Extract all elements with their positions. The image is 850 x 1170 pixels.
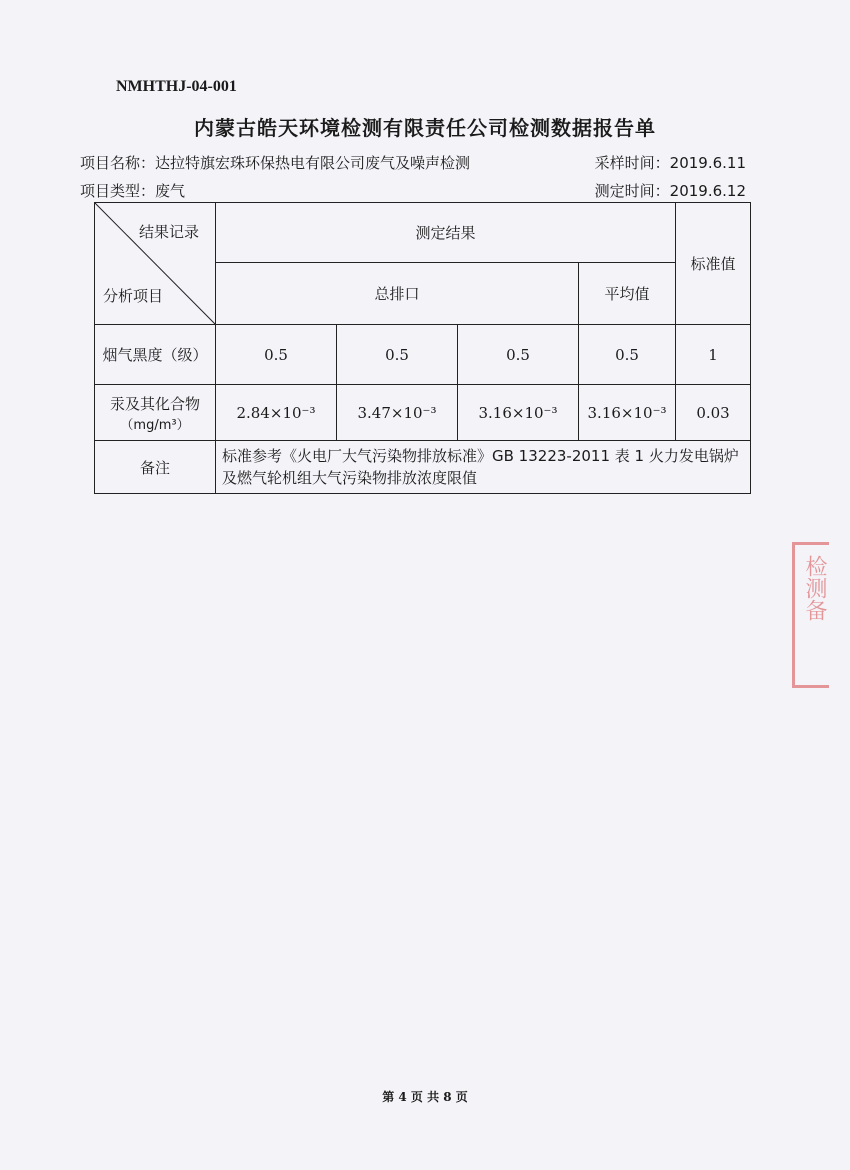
- table-row: [95, 325, 751, 385]
- test-time-field: [595, 180, 746, 201]
- page-footer: 第 4 页 共 8 页: [382, 1090, 468, 1104]
- row-value: 0.5: [216, 325, 337, 385]
- row-value: 2.84×10⁻³: [216, 385, 337, 441]
- meta-row-type: [80, 180, 746, 201]
- row-standard: 0.03: [676, 385, 751, 441]
- standard-header: 标准值: [676, 203, 751, 325]
- stamp-text: 检测备: [802, 555, 827, 621]
- row-standard: 1: [676, 325, 751, 385]
- row-item-cell: [95, 385, 216, 441]
- project-name-field: [80, 152, 470, 173]
- row-average: 3.16×10⁻³: [579, 385, 676, 441]
- row-item: 汞及其化合物: [109, 394, 200, 413]
- sampling-time-value: 2019.6.11: [669, 154, 746, 172]
- row-value: 3.47×10⁻³: [337, 385, 458, 441]
- outlet-header: 总排口: [216, 263, 579, 325]
- row-item: 烟气黑度（级）: [95, 325, 216, 385]
- meta-row-project: [80, 152, 746, 173]
- table-row: [95, 385, 751, 441]
- project-type-value: 废气: [155, 182, 186, 200]
- remark-label: 备注: [95, 441, 216, 494]
- corner-top-label: 结果记录: [138, 223, 199, 241]
- document-code: NMHTHJ-04-001: [116, 78, 237, 95]
- test-time-value: 2019.6.12: [669, 182, 746, 200]
- row-unit: （mg/m³）: [120, 417, 190, 433]
- average-header: 平均值: [579, 263, 676, 325]
- row-average: 0.5: [579, 325, 676, 385]
- row-value: 3.16×10⁻³: [458, 385, 579, 441]
- project-name-label: 项目名称：: [80, 154, 156, 172]
- sampling-time-label: 采样时间：: [594, 154, 670, 172]
- remark-text: 标准参考《火电厂大气污染物排放标准》GB 13223-2011 表 1 火力发电锅炉及燃气轮机组大气污染物排放浓度限值: [216, 441, 751, 494]
- row-value: 0.5: [458, 325, 579, 385]
- project-type-field: [80, 180, 185, 201]
- corner-header-cell: [95, 203, 216, 325]
- project-name-value: 达拉特旗宏珠环保热电有限公司废气及噪声检测: [155, 154, 471, 172]
- test-time-label: 测定时间：: [594, 182, 670, 200]
- red-seal-stamp: [792, 542, 829, 688]
- sampling-time-field: [595, 152, 746, 173]
- corner-bottom-label: 分析项目: [103, 287, 164, 305]
- results-table: [94, 202, 751, 494]
- report-title: 内蒙古皓天环境检测有限责任公司检测数据报告单: [194, 116, 656, 140]
- project-type-label: 项目类型：: [80, 182, 156, 200]
- measure-header: 测定结果: [216, 203, 676, 263]
- row-value: 0.5: [337, 325, 458, 385]
